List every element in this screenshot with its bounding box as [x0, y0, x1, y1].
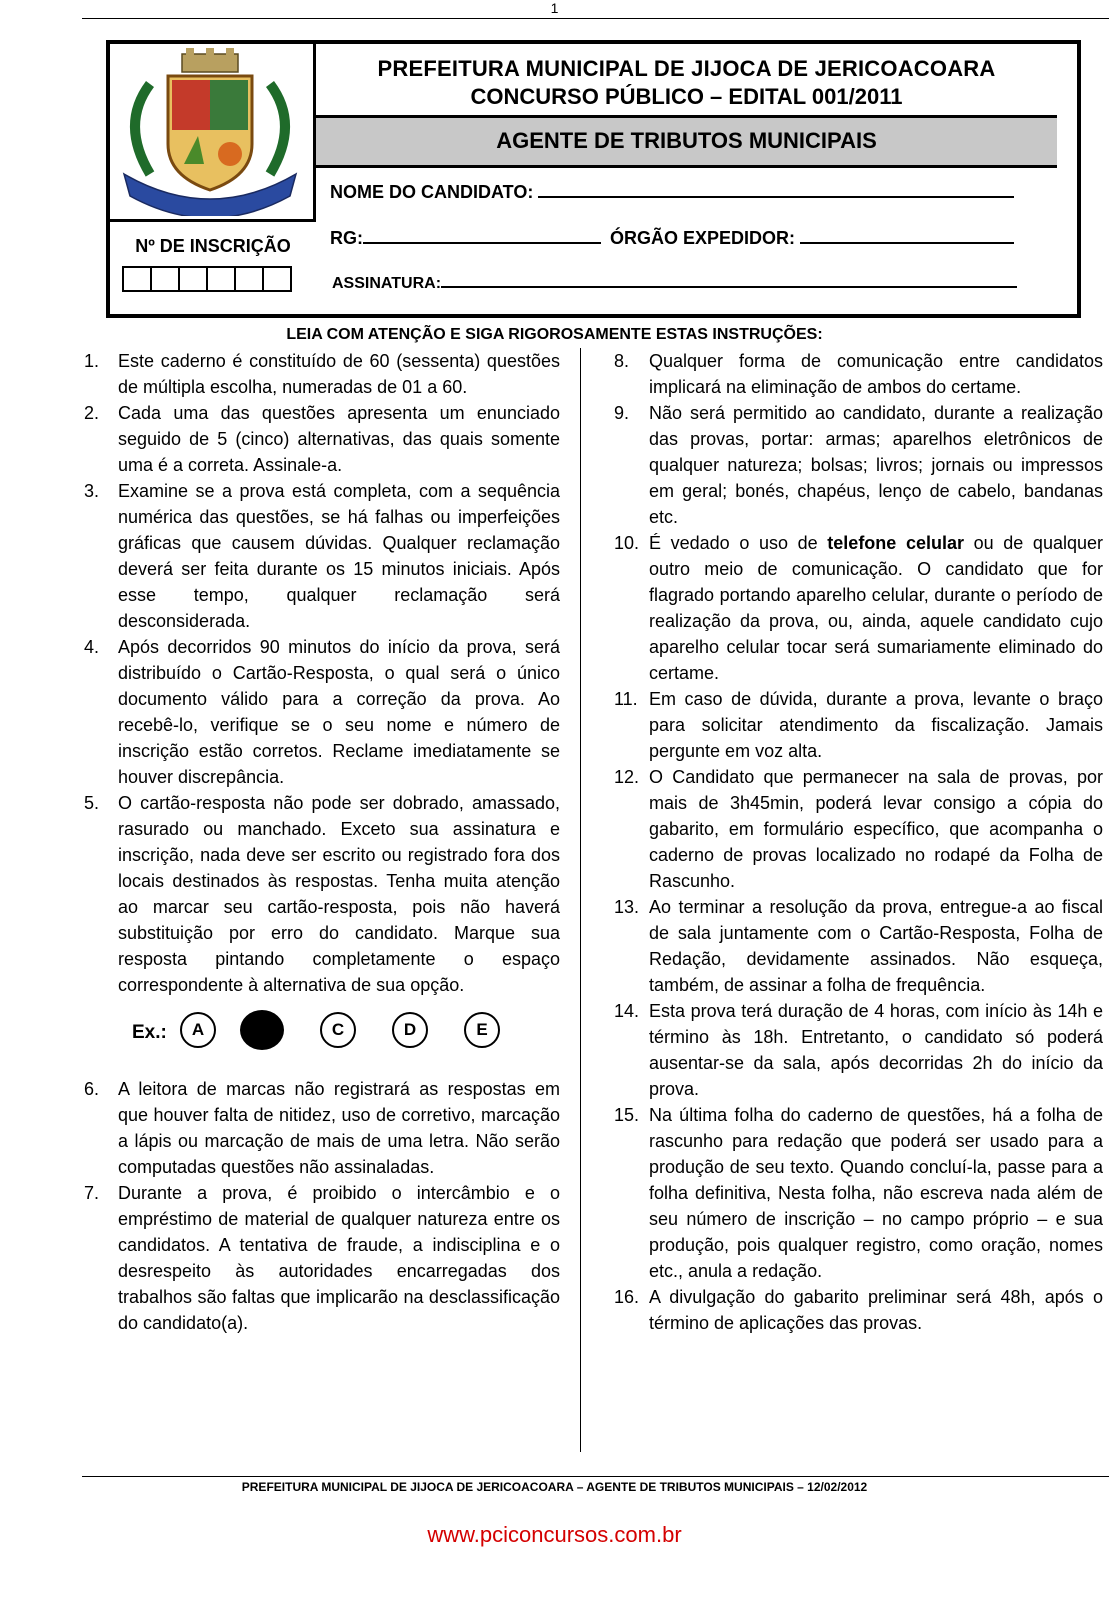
exam-title: PREFEITURA MUNICIPAL DE JIJOCA DE JERICOACOARA: [377, 56, 996, 81]
example-bubble-c: C: [320, 1012, 356, 1048]
instruction-item: [614, 894, 1103, 998]
rg-field[interactable]: [330, 228, 1014, 249]
instructions-title: LEIA COM ATENÇÃO E SIGA RIGOROSAMENTE ESTAS INSTRUÇÕES:: [286, 326, 823, 343]
top-rule: [82, 18, 1109, 19]
item-text-part: É vedado o uso de: [649, 533, 828, 553]
example-bubble-d: D: [392, 1012, 428, 1048]
inscricao-label: Nº DE INSCRIÇÃO: [135, 236, 291, 256]
municipal-seal: [110, 44, 310, 216]
bottom-rule: [82, 1476, 1109, 1477]
instruction-item: [84, 400, 560, 478]
item-text: Esta prova terá duração de 4 horas, com início às 14h e término às 18h. Entretanto, o candidato só poderá ausentar-se da sala, após decorridas 2h do início da prova.: [649, 1001, 1103, 1099]
item-text: Examine se a prova está completa, com a sequência numérica das questões, se há falhas ou imperfeições gráficas que causem dúvidas. Qualquer reclamação deverá ser feita durante os 15 minutos iniciais. Após esse tempo, qualquer reclamação será desconsiderada.: [118, 481, 560, 631]
title-cell: [316, 44, 1057, 118]
rg-label: RG:: [330, 228, 363, 248]
answer-example: [84, 998, 560, 1076]
item-text: Durante a prova, é proibido o intercâmbio e o empréstimo de material de qualquer natureza entre os candidatos. A tentativa de fraude, a indisciplina e o desrespeito às autoridades encarregadas dos trabalhos são faltas que implicarão na desclassificação do candidato(a).: [118, 1183, 560, 1333]
column-divider: [580, 348, 581, 1452]
item-number: 8.: [614, 351, 630, 371]
exam-subtitle: CONCURSO PÚBLICO – EDITAL 001/2011: [470, 84, 903, 109]
assinatura-line[interactable]: [441, 272, 1017, 288]
item-number: 10.: [614, 533, 640, 553]
item-text: Este caderno é constituído de 60 (sessenta) questões de múltipla escolha, numeradas de 01 a 60.: [118, 351, 560, 397]
assinatura-field[interactable]: [332, 272, 1017, 293]
page-number: 1: [550, 0, 559, 16]
item-text: Ao terminar a resolução da prova, entregue-a ao fiscal de sala juntamente com o Cartão-Resposta, Folha de Redação, devidamente assinados. Não esqueça, também, de assinar a folha de frequência.: [649, 897, 1103, 995]
item-text: A divulgação do gabarito preliminar será 48h, após o término de aplicações das provas.: [649, 1287, 1103, 1333]
left-column: [84, 348, 560, 1336]
item-number: 4.: [84, 637, 100, 657]
item-text: O cartão-resposta não pode ser dobrado, amassado, rasurado ou manchado. Exceto sua assinatura e inscrição, nada deve ser escrito ou registrado fora dos locais destinados às respostas. Tenha muita atenção ao marcar seu cartão-resposta, pois não haverá substituição por erro do candidato. Marque sua resposta pintando completamente o espaço correspondente à alternativa de sua opção.: [118, 793, 560, 995]
orgao-label: ÓRGÃO EXPEDIDOR:: [610, 228, 796, 248]
instruction-item: [84, 478, 560, 634]
inscricao-digit-box[interactable]: [206, 266, 236, 292]
item-text: Não será permitido ao candidato, durante a realização das provas, portar: armas; aparelhos eletrônicos de qualquer natureza; bolsas; livros; jornais ou impressos em geral; bonés, chapéus, lenço de cabelo, bandanas etc.: [649, 403, 1103, 527]
orgao-line[interactable]: [800, 228, 1014, 244]
header-box: [106, 40, 1081, 318]
item-number: 14.: [614, 1001, 640, 1021]
item-text-part: ou de qualquer outro meio de comunicação. O candidato que for flagrado portando aparelho celular, durante o período de realização da prova, ou, ainda, aquele candidato cujo aparelho celular tocar será sumariamente eliminado do certame.: [649, 533, 1103, 683]
instruction-item: [84, 1180, 560, 1336]
instruction-item: [614, 530, 1103, 686]
instruction-item: [614, 348, 1103, 400]
item-text: O Candidato que permanecer na sala de provas, por mais de 3h45min, poderá levar consigo a cópia do gabarito, em formulário específico, que acompanha o caderno de provas localizado no rodapé da Folha de Rascunho.: [649, 767, 1103, 891]
logo-cell: [110, 44, 316, 222]
website-link[interactable]: www.pciconcursos.com.br: [427, 1522, 682, 1547]
example-label: Ex.:: [132, 1022, 167, 1043]
example-bubble-b-filled: [240, 1010, 284, 1050]
item-number: 6.: [84, 1079, 100, 1099]
item-number: 15.: [614, 1105, 640, 1125]
inscricao-digit-box[interactable]: [262, 266, 292, 292]
item-text: Qualquer forma de comunicação entre candidatos implicará na eliminação de ambos do certame.: [649, 351, 1103, 397]
inscricao-digit-box[interactable]: [178, 266, 208, 292]
item-text: Em caso de dúvida, durante a prova, levante o braço para solicitar atendimento da fiscalização. Jamais pergunte em voz alta.: [649, 689, 1103, 761]
nome-label: NOME DO CANDIDATO:: [330, 182, 534, 202]
instruction-item: [614, 400, 1103, 530]
inscricao-digit-box[interactable]: [122, 266, 152, 292]
instruction-item: [84, 1076, 560, 1180]
item-number: 9.: [614, 403, 630, 423]
item-number: 13.: [614, 897, 640, 917]
instruction-item: [614, 686, 1103, 764]
item-number: 16.: [614, 1287, 640, 1307]
instruction-item: [614, 998, 1103, 1102]
item-number: 1.: [84, 351, 100, 371]
item-number: 12.: [614, 767, 640, 787]
item-number: 3.: [84, 481, 100, 501]
nome-field[interactable]: [330, 182, 1014, 203]
instruction-item: [614, 764, 1103, 894]
instruction-item: [614, 1102, 1103, 1284]
page-footer: PREFEITURA MUNICIPAL DE JIJOCA DE JERICOACOARA – AGENTE DE TRIBUTOS MUNICIPAIS – 12/02/2012: [241, 1480, 868, 1494]
instruction-item: [614, 1284, 1103, 1336]
item-text-bold: telefone celular: [827, 533, 964, 553]
item-text: Após decorridos 90 minutos do início da prova, será distribuído o Cartão-Resposta, o qual será o único documento válido para a correção da prova. Ao recebê-lo, verifique se o seu nome e número de inscrição estão corretos. Reclame imediatamente se houver discrepância.: [118, 637, 560, 787]
inscricao-boxes[interactable]: [122, 266, 290, 292]
item-number: 2.: [84, 403, 100, 423]
inscricao-digit-box[interactable]: [234, 266, 264, 292]
example-bubble-e: E: [464, 1012, 500, 1048]
item-text: A leitora de marcas não registrará as respostas em que houver falta de nitidez, uso de corretivo, marcação a lápis ou marcação de mais de uma letra. Não serão computadas questões não assinaladas.: [118, 1079, 560, 1177]
nome-line[interactable]: [538, 182, 1014, 198]
assinatura-label: ASSINATURA:: [332, 275, 442, 292]
item-text: Cada uma das questões apresenta um enunciado seguido de 5 (cinco) alternativas, das quais somente uma é a correta. Assinale-a.: [118, 403, 560, 475]
instruction-item: [84, 790, 560, 998]
item-number: 5.: [84, 793, 100, 813]
item-number: 7.: [84, 1183, 100, 1203]
item-text: Na última folha do caderno de questões, há a folha de rascunho para redação que poderá ser usado para a produção de seu texto. Quando concluí-la, passe para a folha definitiva, Nesta folha, não escreva nada além de seu número de inscrição – no campo próprio – e sua produção, pois qualquer registro, como oração, nomes etc., anula a redação.: [649, 1105, 1103, 1281]
inscricao-digit-box[interactable]: [150, 266, 180, 292]
example-bubble-a: A: [180, 1012, 216, 1048]
instruction-item: [84, 634, 560, 790]
item-number: 11.: [614, 689, 638, 709]
role-title: AGENTE DE TRIBUTOS MUNICIPAIS: [316, 118, 1057, 168]
right-column: [614, 348, 1103, 1336]
inscricao-cell: [110, 222, 316, 318]
item-text: [649, 530, 1103, 686]
instruction-item: [84, 348, 560, 400]
rg-line[interactable]: [363, 228, 601, 244]
